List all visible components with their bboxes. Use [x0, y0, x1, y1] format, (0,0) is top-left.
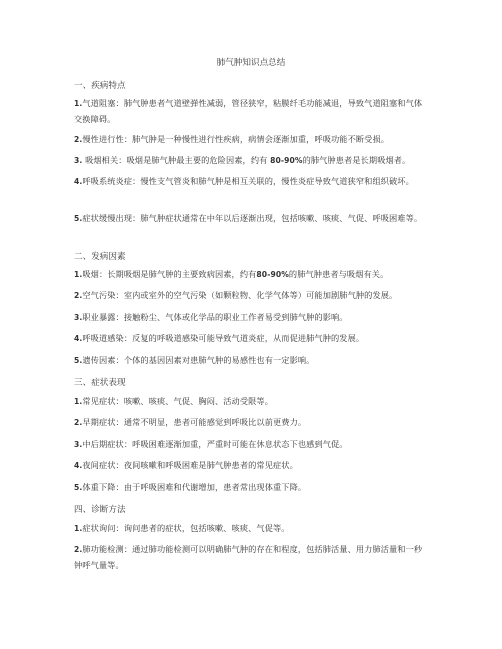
item-text: 呼吸系统炎症：慢性支气管炎和肺气肿是相互关联的，慢性炎症导致气道狭窄和组织破坏。: [82, 176, 414, 186]
item-text: 中后期症状：呼吸困难逐渐加重，严重时可能在休息状态下也感到气促。: [82, 439, 348, 449]
item-number: 1.: [74, 99, 83, 108]
item-text: 夜间症状：夜间咳嗽和呼吸困难是肺气肿患者的常见症状。: [82, 460, 298, 470]
list-item: [74, 480, 430, 496]
list-item: [74, 521, 430, 537]
section-heading: 一、疾病特点: [74, 81, 126, 91]
list-item: [74, 132, 430, 148]
list-item: [74, 288, 430, 304]
item-number: 1.: [74, 270, 83, 279]
item-number: 4.: [74, 334, 83, 343]
item-number: 4.: [74, 177, 83, 186]
item-text: 常见症状：咳嗽、咳痰、气促、胸闷、活动受限等。: [82, 396, 273, 406]
list-item: [74, 310, 430, 326]
item-number: 3.: [74, 313, 83, 322]
item-number: 1.: [74, 524, 83, 533]
item-text: 早期症状：通常不明显，患者可能感觉到呼吸比以前更费力。: [82, 417, 307, 427]
item-text: 空气污染：室内或室外的空气污染（如颗粒物、化学气体等）可能加剧肺气肿的发展。: [82, 290, 398, 300]
list-item: [74, 174, 430, 190]
item-number: 4.: [74, 461, 83, 470]
item-number: 1.: [74, 397, 83, 406]
list-item: [74, 458, 430, 474]
section-heading: 四、诊断方法: [74, 505, 126, 515]
item-number: 5.: [74, 356, 83, 365]
section-heading: 二、发病因素: [74, 252, 126, 262]
item-text: 体重下降：由于呼吸困难和代谢增加，患者常出现体重下降。: [82, 482, 307, 492]
list-item: [74, 437, 430, 453]
item-text: 呼吸道感染：反复的呼吸道感染可能导致气道炎症，从而促进肺气肿的发展。: [82, 333, 365, 343]
list-item: [74, 415, 430, 431]
item-text: 遗传因素：个体的基因因素对患肺气肿的易感性也有一定影响。: [82, 355, 315, 365]
item-number: 5.: [74, 214, 83, 223]
item-number: 2.: [74, 135, 83, 144]
item-text-pre: 吸烟：长期吸烟是肺气肿的主要致病因素，约有: [82, 269, 257, 279]
list-item: [74, 96, 430, 127]
item-text-post: 的肺气肿患者与吸烟有关。: [288, 269, 389, 279]
item-text-post: 的肺气肿患者是长期吸烟者。: [302, 155, 411, 165]
item-text-pre: 吸烟相关：吸烟是肺气肿最主要的危险因素，约有: [82, 155, 271, 165]
item-text: 职业暴露：接触粉尘、气体或化学品的职业工作者易受到肺气肿的影响。: [82, 312, 348, 322]
document-title: 肺气肿知识点总结: [216, 58, 286, 68]
item-number: 3.: [74, 440, 83, 449]
item-text: 肺功能检测：通过肺功能检测可以明确肺气肿的存在和程度，包括肺活量、用力肺活量和一秒钟呼气量等。: [74, 544, 423, 570]
list-item: [74, 153, 430, 169]
list-item: [74, 542, 430, 573]
list-item: [74, 331, 430, 347]
list-item: [74, 267, 430, 283]
list-item: [74, 211, 430, 227]
item-number: 5.: [74, 483, 83, 492]
item-number: 2.: [74, 418, 83, 427]
item-number: 2.: [74, 291, 83, 300]
item-text: 慢性进行性：肺气肿是一种慢性进行性疾病，病情会逐渐加重，呼吸功能不断受损。: [82, 134, 390, 144]
item-text: 症状询问：询问患者的症状，包括咳嗽、咳痰、气促等。: [82, 523, 290, 533]
item-number: 2.: [74, 545, 83, 554]
item-number: 3.: [74, 156, 83, 165]
item-text-highlight: 80-90%: [256, 270, 289, 279]
list-item: [74, 353, 430, 369]
item-text-highlight: 80-90%: [270, 156, 303, 165]
item-text: 气道阻塞：肺气肿患者气道壁弹性减弱，管径狭窄，粘膜纤毛功能减退，导致气道阻塞和气体交换障碍。: [74, 98, 423, 124]
list-item: [74, 394, 430, 410]
section-heading: 三、症状表现: [74, 378, 126, 388]
item-text: 症状缓慢出现：肺气肿症状通常在中年以后逐渐出现，包括咳嗽、咳痰、气促、呼吸困难等。: [82, 213, 423, 223]
